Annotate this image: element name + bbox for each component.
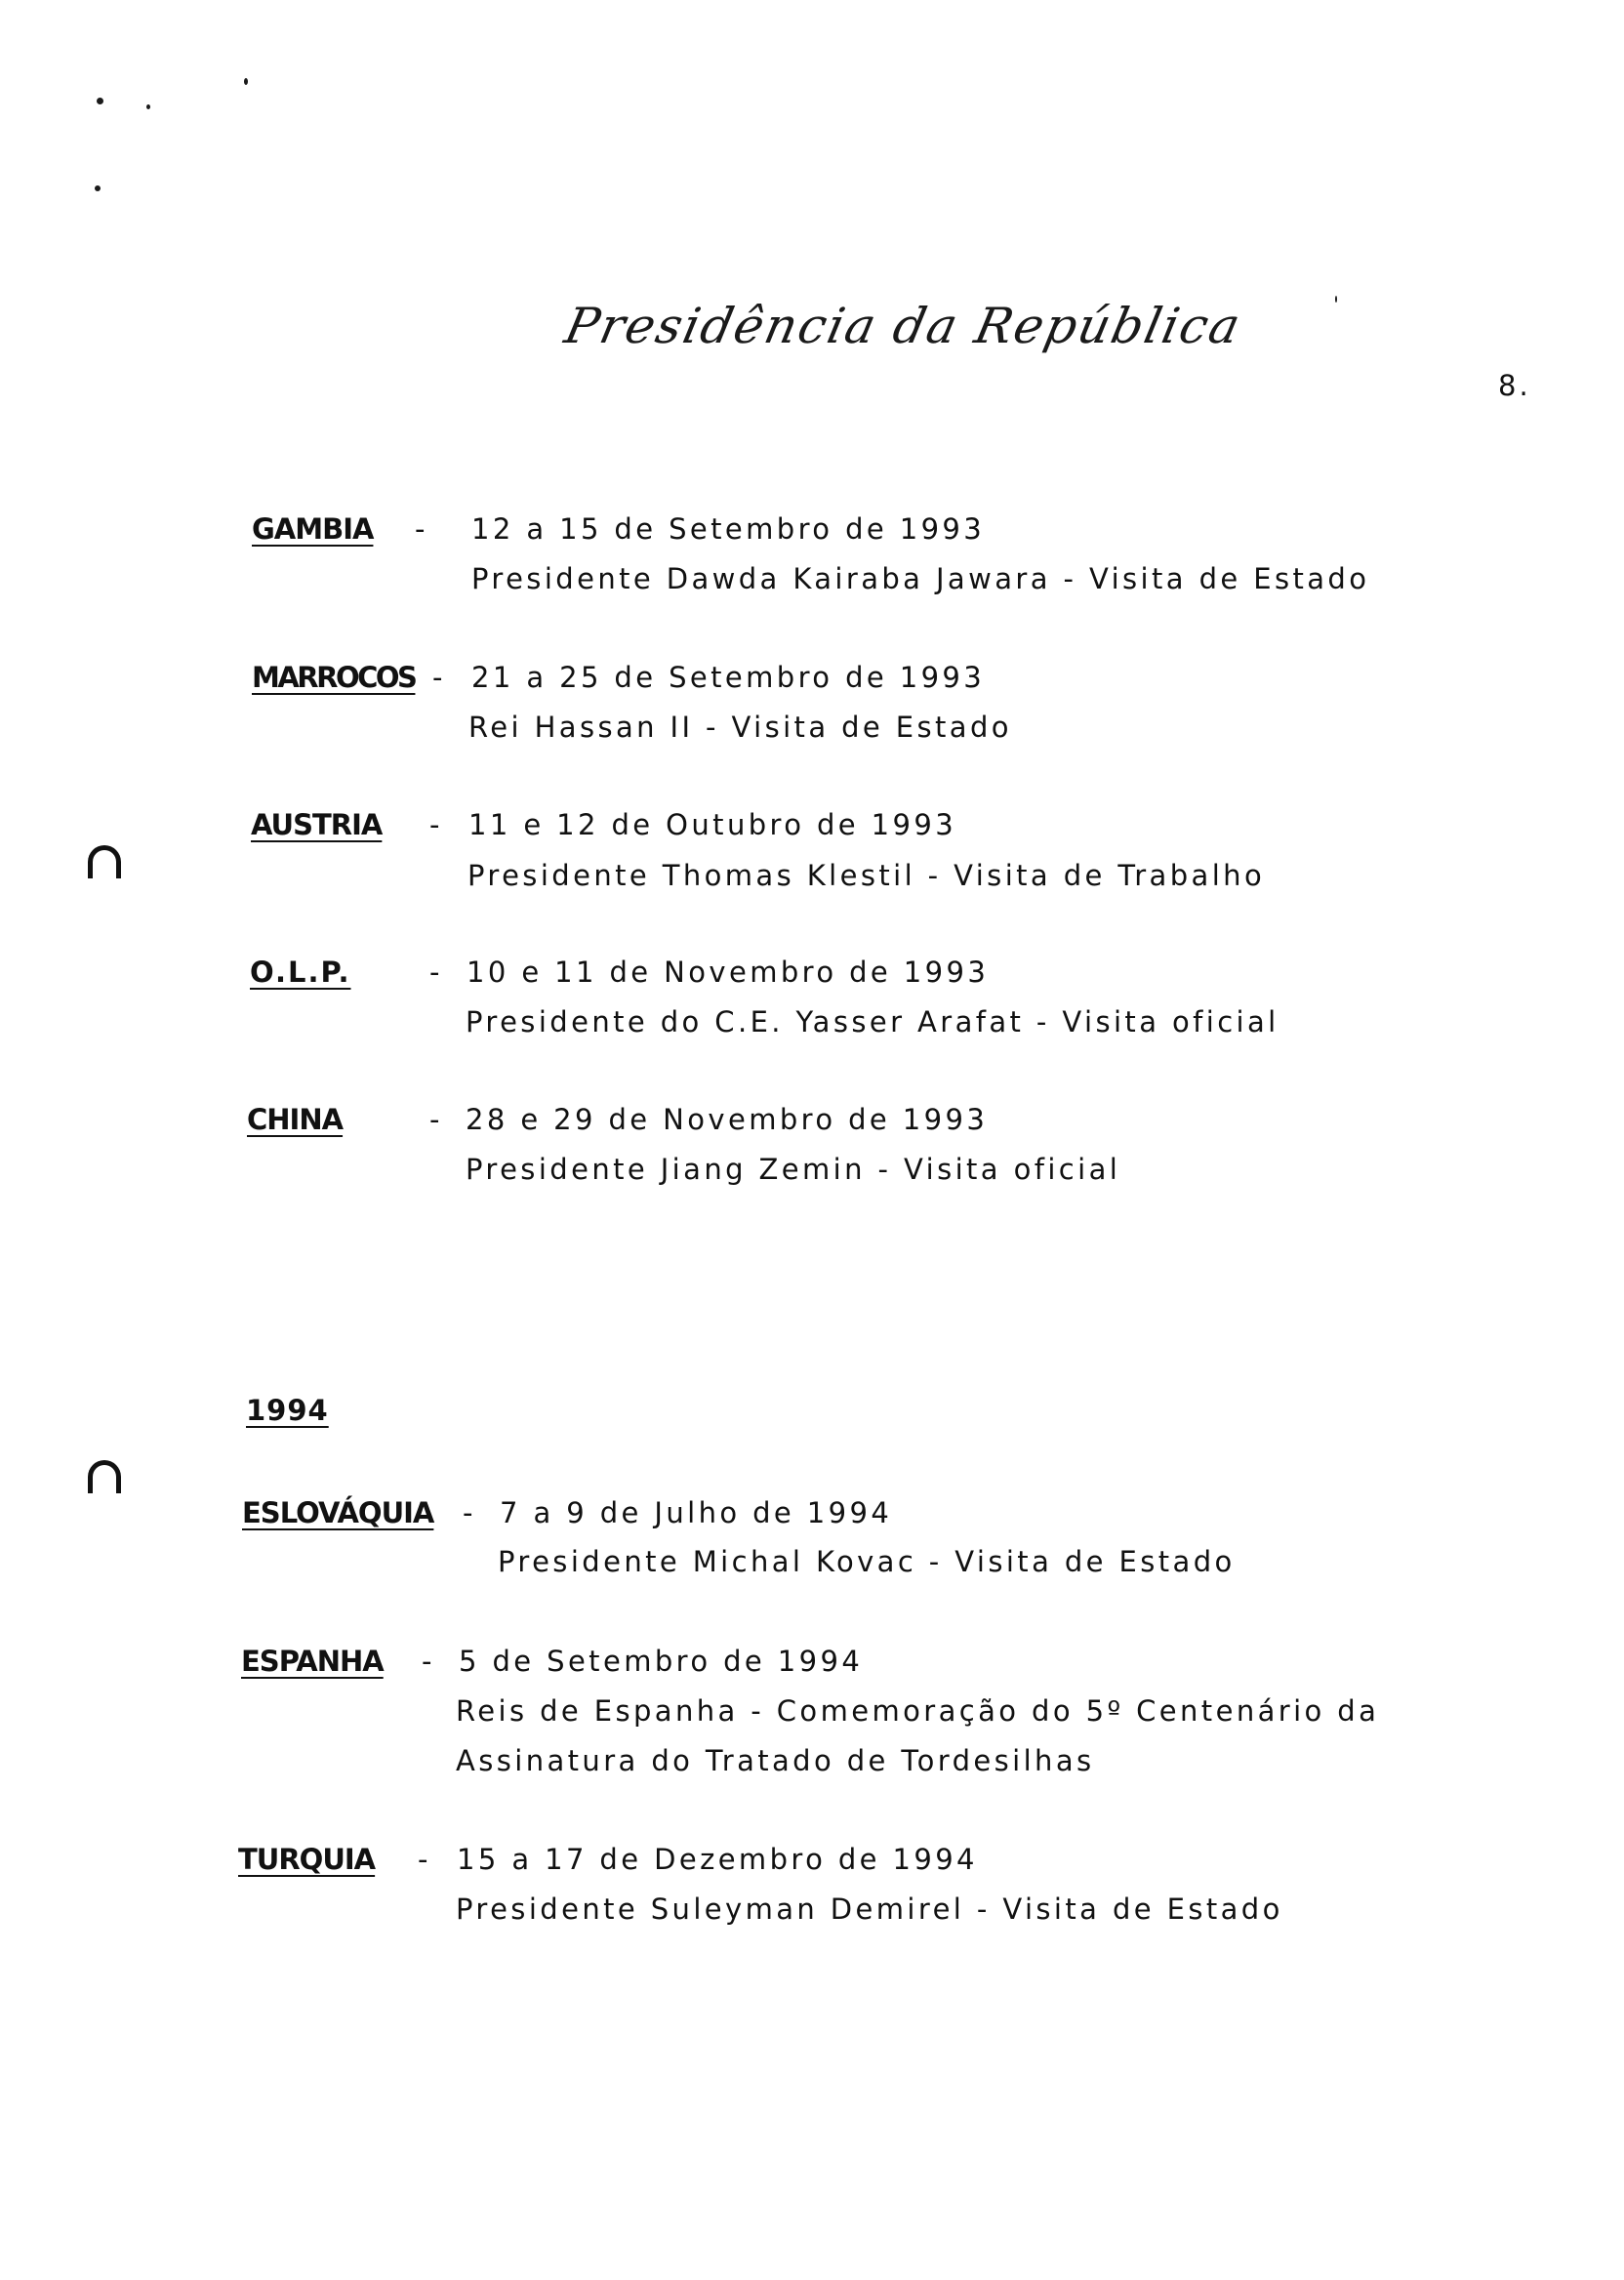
entry-description: Presidente Michal Kovac - Visita de Estado: [498, 1545, 1236, 1578]
entry-separator: -: [429, 808, 440, 841]
page-number: 8.: [1498, 369, 1531, 402]
entry-country: O.L.P.: [250, 956, 351, 989]
entry-date: 5 de Setembro de 1994: [459, 1645, 864, 1678]
entry-date: 15 a 17 de Dezembro de 1994: [457, 1843, 978, 1876]
entry-description: Presidente Dawda Kairaba Jawara - Visita de Estado: [471, 562, 1370, 595]
entry-separator: -: [429, 956, 440, 989]
entry-separator: -: [422, 1645, 432, 1678]
entry-date: 21 a 25 de Setembro de 1993: [471, 661, 986, 694]
entry-separator: -: [432, 661, 443, 694]
entry-date: 7 a 9 de Julho de 1994: [500, 1496, 893, 1529]
entry-date: 10 e 11 de Novembro de 1993: [467, 956, 990, 989]
entry-description: Rei Hassan II - Visita de Estado: [468, 711, 1012, 744]
entry-description: Presidente Suleyman Demirel - Visita de Estado: [456, 1893, 1283, 1926]
entry-date: 11 e 12 de Outubro de 1993: [468, 808, 957, 841]
scan-speck: [146, 104, 150, 109]
entry-country: ESLOVÁQUIA: [242, 1496, 434, 1529]
entry-date: 28 e 29 de Novembro de 1993: [466, 1103, 989, 1136]
entry-description: Presidente do C.E. Yasser Arafat - Visita oficial: [466, 1005, 1279, 1038]
entry-country: GAMBIA: [252, 512, 374, 546]
section-year-heading: 1994: [246, 1394, 329, 1427]
scan-speck: [95, 185, 101, 191]
scan-speck: [97, 98, 103, 104]
binder-hole-mark: [88, 1460, 121, 1493]
scan-speck: [244, 78, 248, 85]
entry-country: TURQUIA: [238, 1843, 376, 1876]
entry-separator: -: [418, 1843, 428, 1876]
entry-country: AUSTRIA: [251, 808, 383, 841]
scan-speck: [1335, 296, 1337, 303]
entry-description: Presidente Thomas Klestil - Visita de Trabalho: [467, 859, 1266, 892]
entry-description: Presidente Jiang Zemin - Visita oficial: [466, 1153, 1121, 1186]
entry-separator: -: [463, 1496, 473, 1529]
letterhead: Presidência da República: [559, 298, 1247, 354]
entry-country: ESPANHA: [241, 1645, 384, 1678]
entry-description: Reis de Espanha - Comemoração do 5º Centenário da: [456, 1694, 1380, 1728]
binder-hole-mark: [88, 845, 121, 878]
entry-country: MARROCOS: [252, 661, 416, 694]
entry-separator: -: [429, 1103, 440, 1136]
entry-description-continued: Assinatura do Tratado de Tordesilhas: [456, 1744, 1095, 1777]
entry-country: CHINA: [247, 1103, 344, 1136]
entry-date: 12 a 15 de Setembro de 1993: [471, 512, 986, 546]
entry-separator: -: [415, 512, 426, 546]
